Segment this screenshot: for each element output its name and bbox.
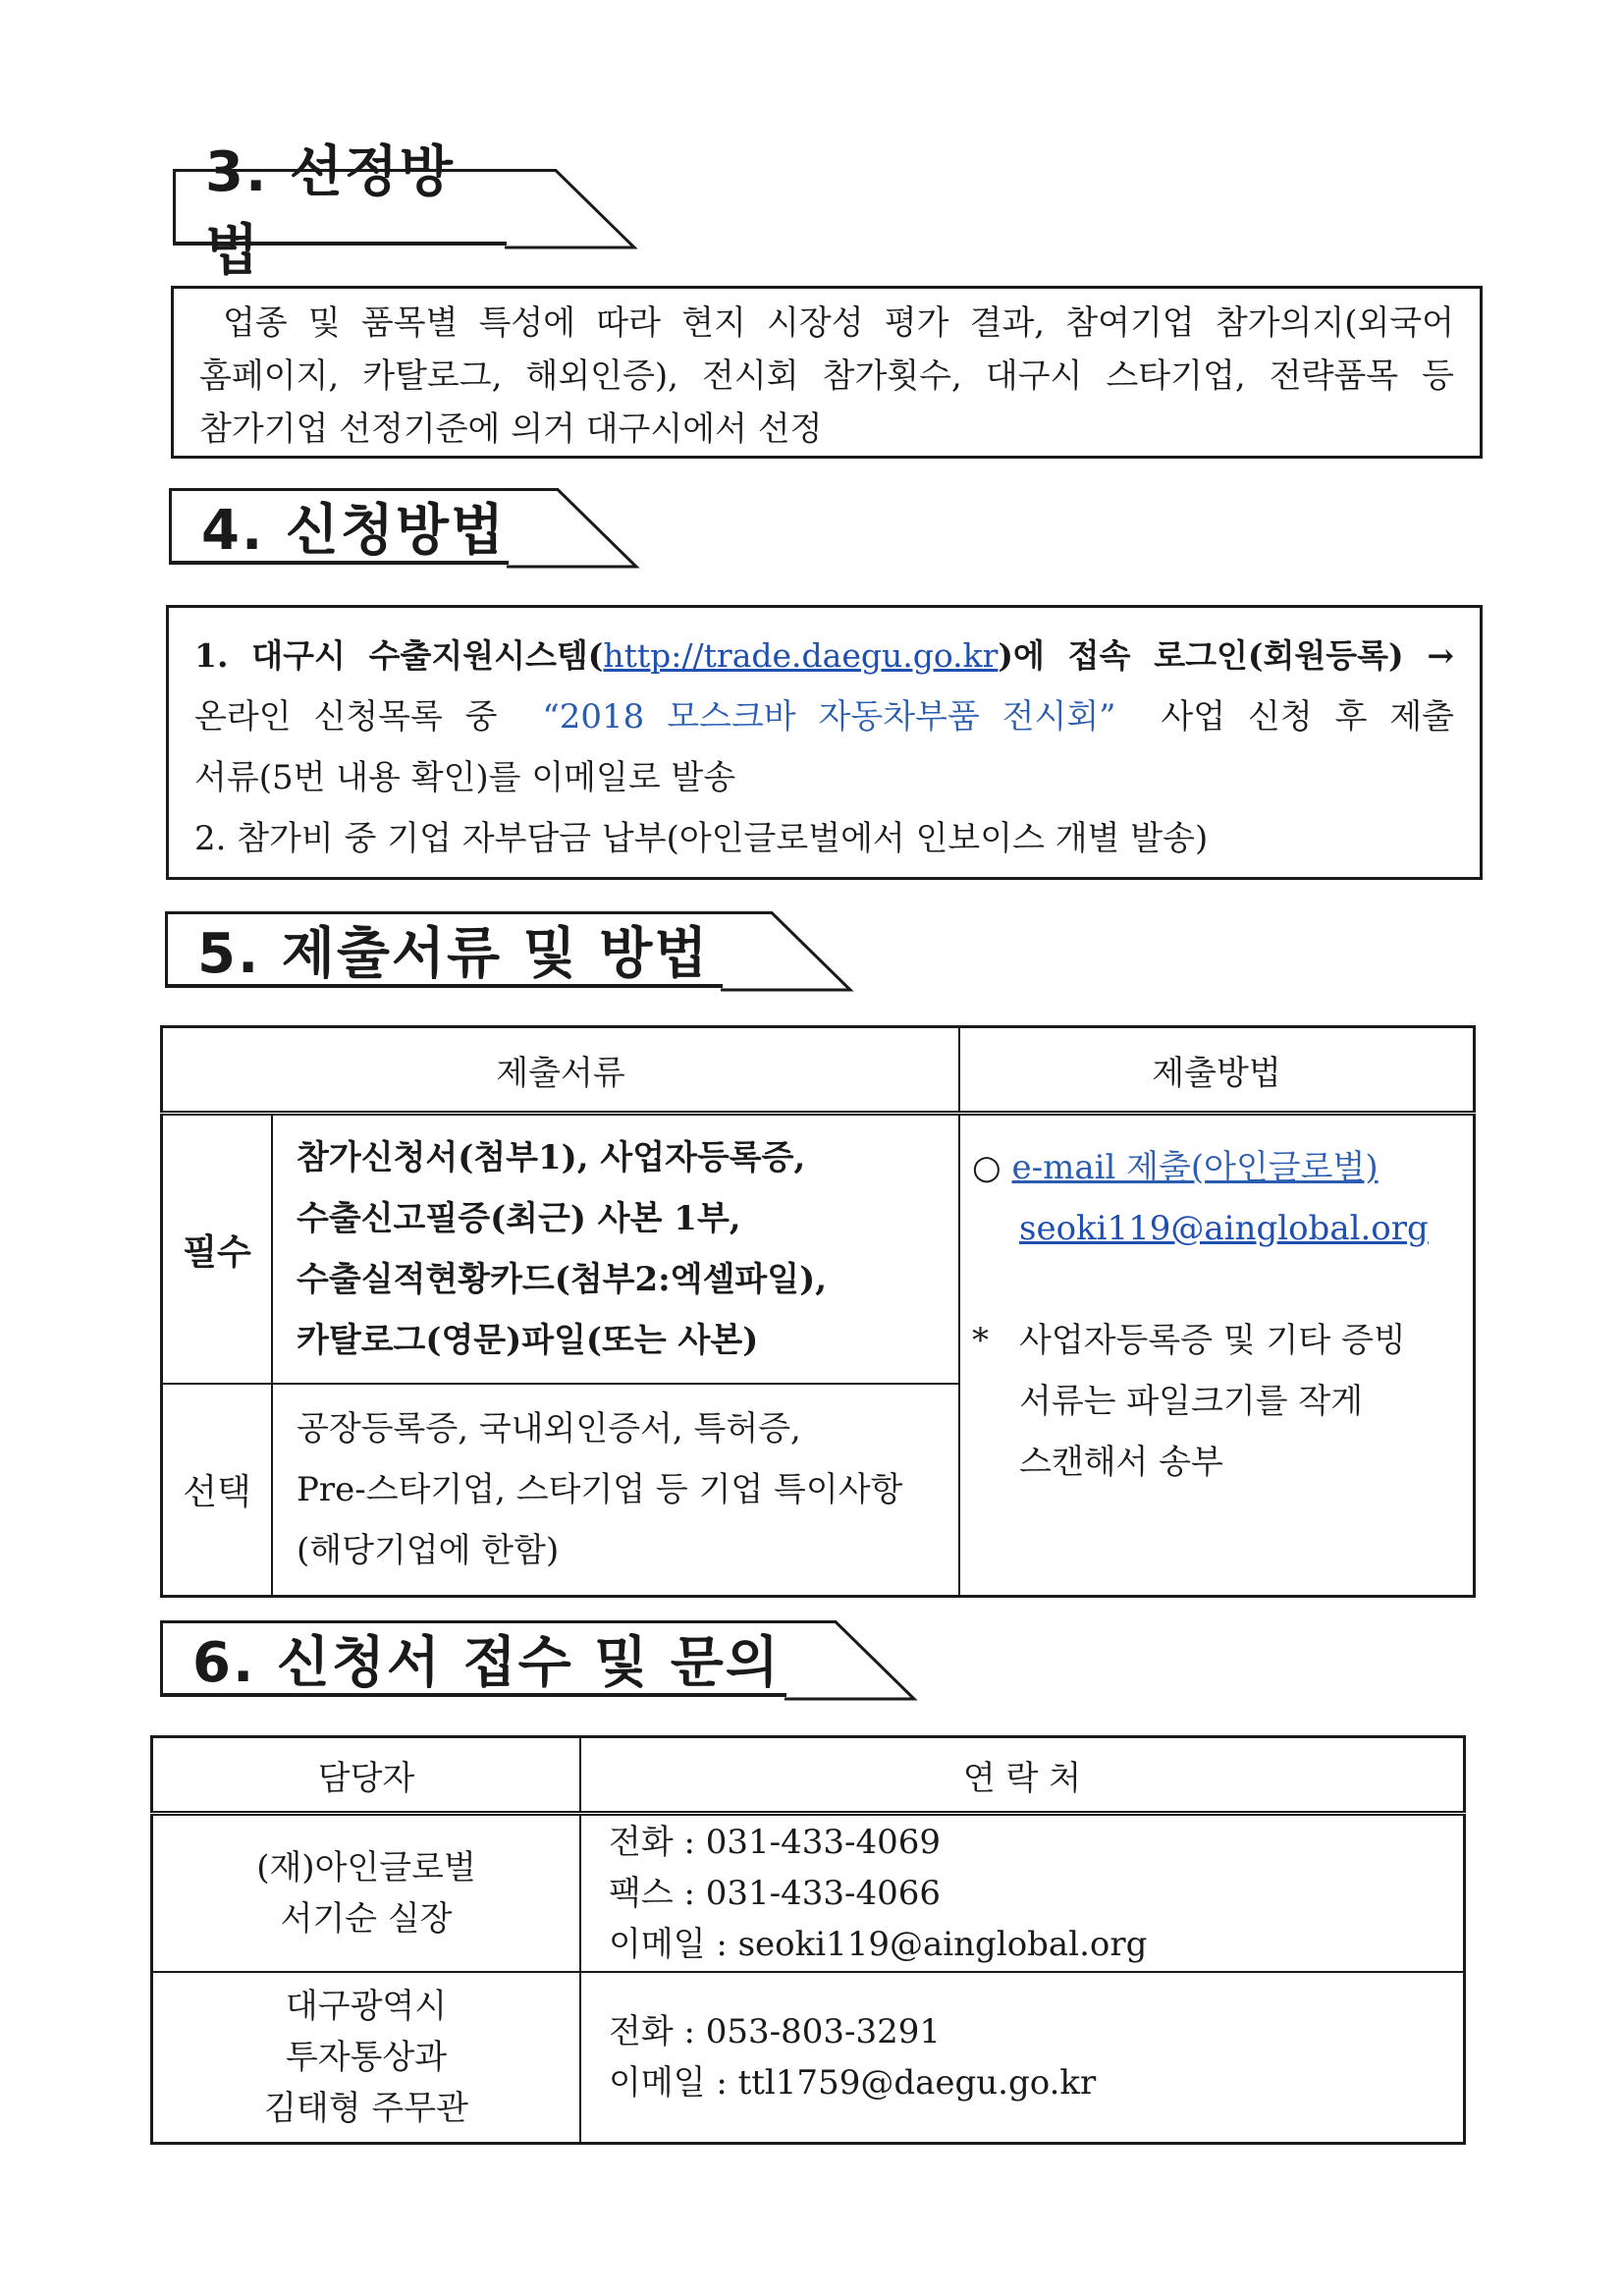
person-line: 김태형 주무관 [264, 2088, 468, 2128]
heading-tab-tail [505, 169, 638, 251]
section-4-line-2-prefix: 온라인 신청목록 중 [194, 697, 498, 737]
section-3-line-1: 업종 및 품목별 특성에 따라 현지 시장성 평가 결과, 참여기업 참가의지(외국어 [223, 303, 1454, 343]
person-line: 투자통상과 [285, 2037, 448, 2077]
section-5-tab [165, 911, 723, 988]
contact-row [152, 1814, 1465, 1973]
optional-item: 공장등록증, 국내외인증서, 특허증, [297, 1408, 801, 1449]
submission-table [160, 1025, 1476, 1598]
contact-phone: 전화 : 031-433-4069 [609, 1823, 942, 1862]
section-4-title: 4. 신청방법 [201, 498, 507, 563]
section-4-line-3: 서류(5번 내용 확인)를 이메일로 발송 [194, 758, 736, 797]
method-title: e-mail 제출(아인글로벌) [1011, 1148, 1379, 1187]
section-4-line-2-suffix: 사업 신청 후 제출 [1161, 697, 1455, 737]
header-contact: 연 락 처 [580, 1737, 1465, 1814]
contact-row [152, 1972, 1465, 2143]
contact-email: 이메일 : seoki119@ainglobal.org [609, 1925, 1148, 1964]
header-documents: 제출서류 [162, 1027, 960, 1114]
section-6-heading [160, 1620, 918, 1703]
note-line: 사업자등록증 및 기타 증빙 [1019, 1321, 1406, 1360]
section-4-heading [169, 488, 640, 571]
note-line: 스캔해서 송부 [1019, 1443, 1223, 1482]
section-4-tab [169, 488, 509, 565]
section-3-tab [173, 139, 507, 283]
heading-tab-tail [784, 1620, 918, 1703]
optional-item: Pre-스타기업, 스타기업 등 기업 특이사항 [297, 1469, 903, 1509]
contact-person [152, 1972, 581, 2143]
note-line: 서류는 파일크기를 작게 [1019, 1382, 1364, 1421]
required-label: 필수 [162, 1114, 273, 1385]
section-5-heading [165, 911, 854, 994]
method-email-line [972, 1198, 1457, 1259]
required-item: 수출신고필증(최근) 사본 1부, [297, 1199, 741, 1238]
section-4-line-1-suffix: )에 접속 로그인(회원등록) → [998, 636, 1454, 675]
note-asterisk: * [972, 1321, 989, 1360]
contact-details [580, 1814, 1465, 1973]
optional-label: 선택 [162, 1384, 273, 1596]
person-line: 서기순 실장 [280, 1899, 453, 1939]
person-line: (재)아인글로벌 [256, 1848, 476, 1887]
method-title-line [972, 1137, 1457, 1198]
section-3-title: 3. 선정방법 [205, 139, 456, 283]
section-6-tab [160, 1620, 786, 1697]
section-3-line-2: 홈페이지, 카탈로그, 해외인증), 전시회 참가횟수, 대구시 스타기업, 전략품목 등 [199, 356, 1454, 396]
contact-email: 이메일 : ttl1759@daegu.go.kr [609, 2062, 1097, 2103]
header-person: 담당자 [152, 1737, 581, 1814]
bullet-circle-icon: ○ [972, 1148, 1001, 1187]
optional-items [272, 1384, 959, 1596]
contact-phone: 전화 : 053-803-3291 [609, 2011, 942, 2051]
section-5-title: 5. 제출서류 및 방법 [197, 921, 710, 986]
section-4-line-2 [194, 686, 1454, 747]
required-items [272, 1114, 959, 1385]
person-line: 대구광역시 [285, 1986, 448, 2026]
heading-tab-tail [721, 911, 854, 994]
required-item: 카탈로그(영문)파일(또는 사본) [297, 1321, 759, 1360]
contact-person [152, 1814, 581, 1973]
optional-item: (해당기업에 한함) [297, 1530, 560, 1570]
section-3-box [171, 286, 1483, 459]
contact-details [580, 1972, 1465, 2143]
section-3-heading [173, 139, 638, 283]
section-4-line-4: 2. 참가비 중 기업 자부담금 납부(아인글로벌에서 인보이스 개별 발송) [194, 819, 1209, 858]
section-4-line-1 [194, 626, 1454, 686]
section-3-line-3: 참가기업 선정기준에 의거 대구시에서 선정 [199, 410, 823, 449]
trade-system-link[interactable]: http://trade.daegu.go.kr [603, 636, 999, 675]
header-method: 제출방법 [959, 1027, 1475, 1114]
method-cell [959, 1114, 1475, 1597]
contact-fax: 팩스 : 031-433-4066 [609, 1874, 942, 1913]
required-item: 수출실적현황카드(첨부2:엑셀파일), [297, 1260, 828, 1299]
contact-table [150, 1735, 1466, 2145]
heading-tab-tail [507, 488, 640, 571]
note-block [972, 1310, 1457, 1493]
section-6-title: 6. 신청서 접수 및 문의 [192, 1630, 781, 1695]
section-4-box [166, 605, 1483, 880]
required-item: 참가신청서(첨부1), 사업자등록증, [297, 1138, 806, 1177]
section-4-line-1-prefix: 1. 대구시 수출지원시스템( [194, 636, 604, 675]
exhibition-name: “2018 모스크바 자동차부품 전시회” [542, 697, 1116, 737]
method-email-link[interactable]: seoki119@ainglobal.org [1019, 1209, 1429, 1248]
